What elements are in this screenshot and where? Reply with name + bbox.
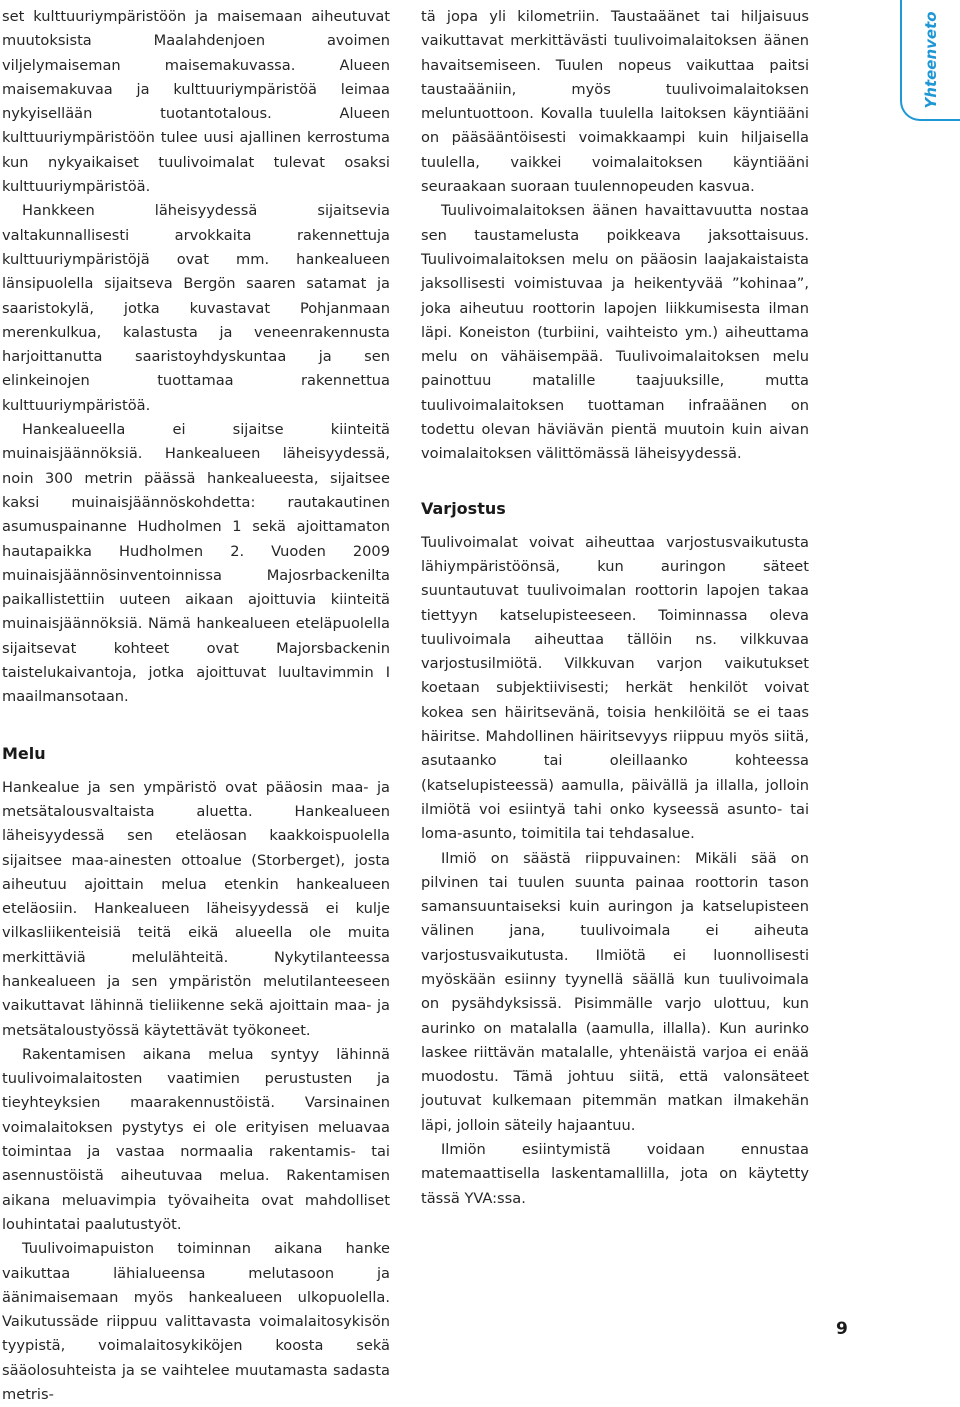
paragraph-cultural-environment: set kulttuuriympäristöön ja maisemaan aiheutuvat muutoksista Maalahdenjoen avoimen viljelymaiseman maisemakuvassa. Alueen maisemakuvaa ja kulttuuriympäristöä leimaa nykyisellään tuotantotalous. Alueen kulttuuriympäristöön tulee uusi ajallinen kerrostuma kun nykyaikaiset tuulivoimalat tulevat osaksi kulttuuriympäristöä.	[2, 8, 390, 196]
section-tab-label: Yhteenveto	[922, 10, 940, 109]
paragraph-noise-operation: Tuulivoimapuiston toiminnan aikana hanke vaikuttaa lähialueensa melutasoon ja äänimaisemaan myös hankealueen ulkopuolella. Vaikutussäde riippuu valittavasta voimalaitosykisön tyypistä, voimalaitosykiköjen koosta sekä sääolosuhteista ja se vaihtelee muutamasta sadasta metris-	[2, 1240, 390, 1404]
paragraph-noise-background: tä jopa yli kilometriin. Taustaäänet tai hiljaisuus vaikuttavat merkittävästi tuulivoimalaitoksen äänen havaitsemiseen. Tuulen nopeus vaikuttaa paitsi taustaääniin, myös tuulivoimalaitoksen meluntuottoon. Kovalla tuulella laitoksen käyntiääni on pääsääntöisesti voimakkaampi kuin hiljaisella tuulella, vaikkei voimalaitoksen käyntiääni seuraakaan suoraan tuulennopeuden kasvua.	[421, 8, 809, 196]
paragraph-noise-current-state: Hankealue ja sen ympäristö ovat pääosin maa- ja metsätalousvaltaista aluetta. Hankealueen läheisyydessä sen eteläosan kaakkoispuolella sijaitsee maa-ainesten ottoalue (Storberget), josta aiheutuu ajoittain melua etenkin hankealueen eteläosiin. Hankealueen läheisyydessä ei kulje vilkasliikenteisiä teitä eikä alueella ole muita merkittäviä melulähteitä. Nykytilanteessa hankealueen ja sen ympäristön melutilanteeseen vaikuttavat lähinnä tieliikenne sekä ajoittain maa- ja metsätaloustyössä käytettävät työkoneet.	[2, 778, 390, 1039]
paragraph-noise-construction: Rakentamisen aikana melua syntyy lähinnä tuulivoimalaitosten vaatimien perustusten ja tieyhteyksien maarakennustöistä. Varsinainen voimalaitoksen pystytys ei ole erityisen meluavaa toimintaa ja vastaa normaalia rakentamis- tai asennustöistä aiheutuvaa melua. Rakentamisen aikana meluavimpia työvaiheita ovat mahdolliset louhintatai paalutustyöt.	[2, 1045, 390, 1233]
paragraph-noise-periodicity: Tuulivoimalaitoksen äänen havaittavuutta nostaa sen taustamelusta poikkeava jaksottaisuus. Tuulivoimalaitoksen melu on pääosin laajakaistaista jaksollisesti voimistuvaa ja heikentyvää ”kohinaa”, joka aiheutuu roottorin lapojen liikkumisesta ilman läpi. Koneiston (turbiini, vaihteisto ym.) aiheuttama melu on vähäisempää. Tuulivoimalaitoksen melu painottuu matalille taajuuksille, mutta tuulivoimalaitoksen tuottaman infraäänen on todettu olevan häviävän pientä muutoin kuin aivan voimalaitoksen välittömässä läheisyydessä.	[421, 202, 809, 463]
paragraph-shadow-weather: Ilmiö on säästä riippuvainen: Mikäli sää on pilvinen tai tuulen suunta painaa roottorin tason samansuuntaiseksi kuin auringon ja katselupisteen välinen jana, tuulivoimala ei aiheuta varjostusvaikutusta. Ilmiötä ei luonnollisesti myöskään esiinny tyynellä säällä kun tuulivoimala on pysähdyksissä. Pisimmälle varjo ulottuu, kun aurinko on matalalla (aamulla, illalla). Kun aurinko laskee riittävän matalalle, yhtenäistä varjoa ei enää muodostu. Tämä johtuu siitä, että valonsäteet joutuvat kulkemaan pitemmän matkan ilmakehän läpi, jolloin säteily hajaantuu.	[421, 849, 809, 1134]
left-column	[2, 5, 390, 1407]
section-heading-melu: Melu	[2, 743, 46, 763]
paragraph-ancient-remains: Hankealueella ei sijaitse kiinteitä muinaisjäännöksiä. Hankealueen läheisyydessä, noin 300 metrin päässä hankealueesta, sijaitsee kaksi muinaisjäännöskohdetta: rautakautinen asumuspainanne Hudholmen 1 sekä ajoittamaton hautapaikka Hudholmen 2. Vuoden 2009 muinaisjäännösinventoinnissa Majosrbackenilta paikallistettiin uuteen aikaan ajoittuvia kiinteitä muinaisjäännöksiä. Nämä hankealueen eteläpuolella sijaitsevat kohteet ovat Majorsbackenin taistelukaivantoja, jotka ajoittuvat luultavimmin I maailmansotaan.	[2, 421, 390, 706]
paragraph-valuable-built-environments: Hankkeen läheisyydessä sijaitsevia valtakunnallisesti arvokkaita rakennettuja kulttuuriympäristöjä ovat mm. hankealueen länsipuolella sijaitseva Bergön saaren satamat ja saaristokylä, jotka kuvastavat Pohjanmaan merenkulkua, kalastusta ja veneenrakennusta harjoittanutta saaristoyhdyskuntaa ja sen elinkeinojen tuottamaa rakennettua kulttuuriympäristöä.	[2, 202, 390, 414]
page-number: 9	[836, 1319, 848, 1339]
section-tab	[900, 0, 960, 121]
section-heading-varjostus: Varjostus	[421, 498, 506, 518]
paragraph-shadow-model: Ilmiön esiintymistä voidaan ennustaa matemaattisella laskentamallilla, jota on käytetty tässä YVA:ssa.	[421, 1141, 809, 1207]
right-column	[421, 5, 809, 1211]
paragraph-shadow-flicker: Tuulivoimalat voivat aiheuttaa varjostusvaikutusta lähiympäristöönsä, kun auringon säteet suuntautuvat tuulivoimalan roottorin lapojen takaa tiettyyn katselupisteeseen. Toiminnassa oleva tuulivoimala aiheuttaa tällöin ns. vilkkuvaa varjostusilmiötä. Vilkkuvan varjon vaikutukset koetaan subjektiivisesti; herkät henkilöt voivat kokea sen häiritsevänä, toisia henkilöitä se ei taas häiritse. Mahdollinen häiritsevyys riippuu myös siitä, asutaanko tai oleillaanko kohteessa (katselupisteessä) aamulla, päivällä ja illalla, jolloin ilmiötä voi esiintyä tahi onko kyseessä asunto- tai loma-asunto, toimitila tai tehdasalue.	[421, 533, 809, 843]
